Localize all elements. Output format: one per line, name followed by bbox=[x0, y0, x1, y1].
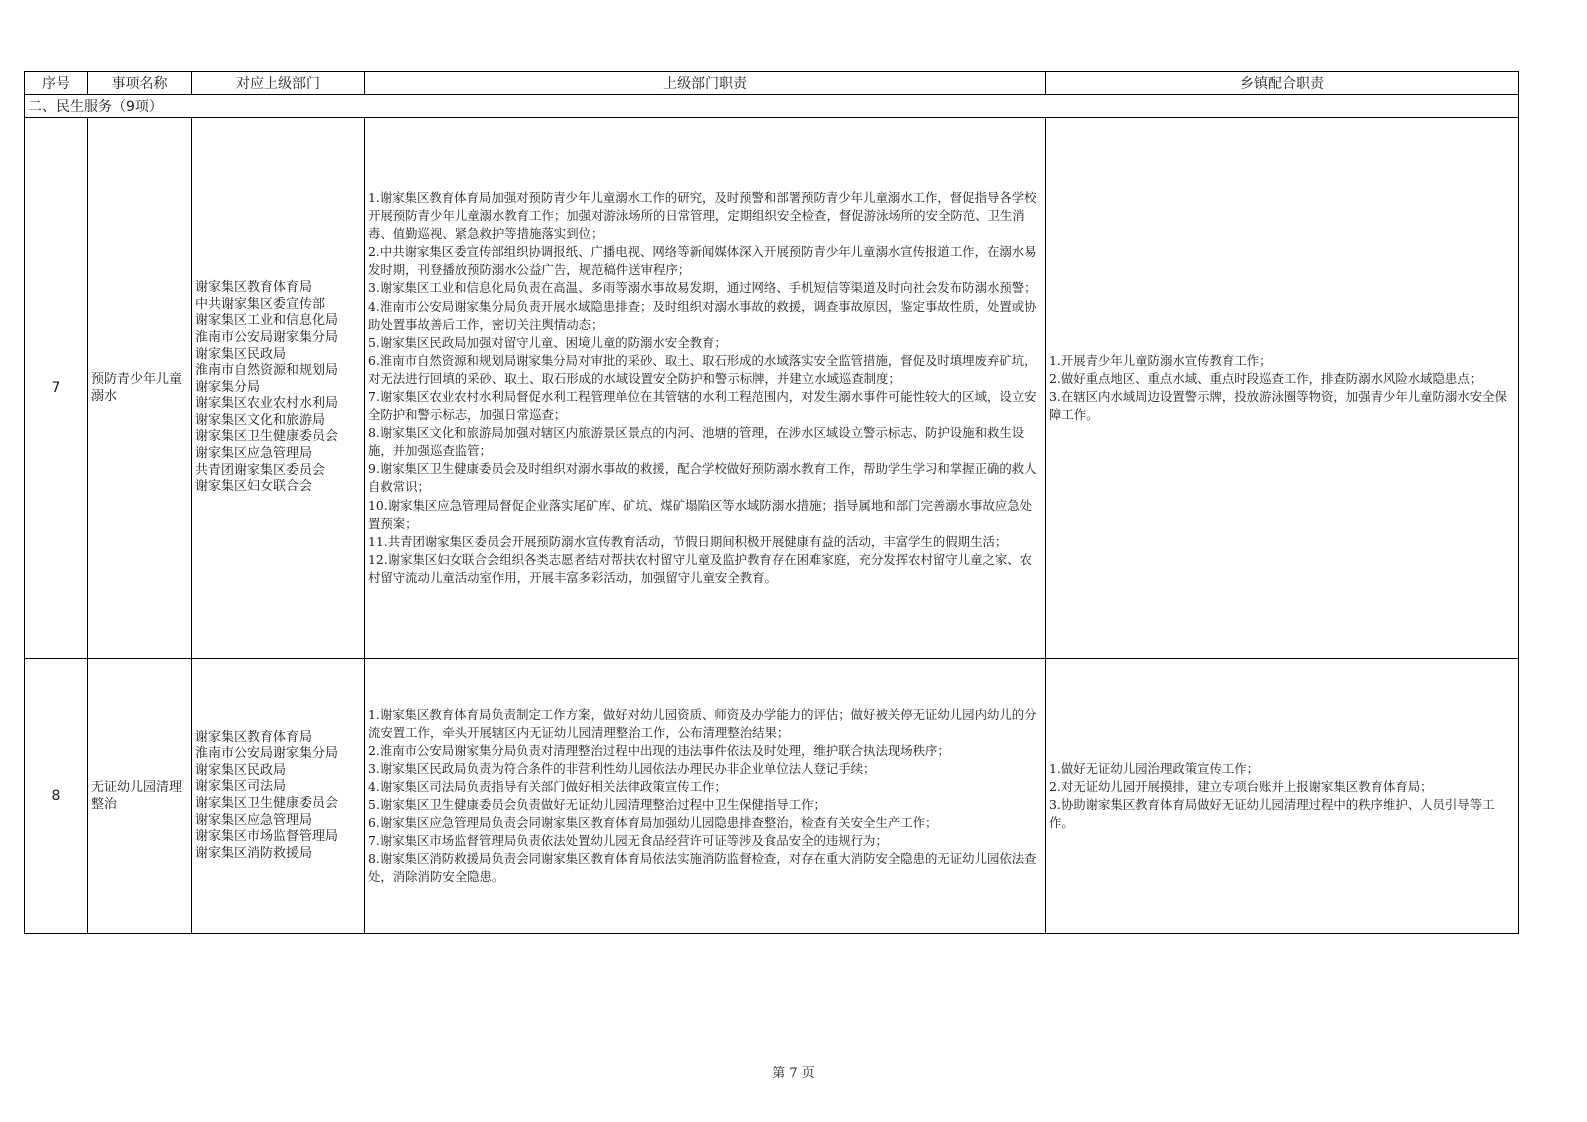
duty-item: 5.谢家集区卫生健康委员会负责做好无证幼儿园清理整治过程中卫生保健指导工作； bbox=[368, 797, 826, 812]
dept-item: 谢家集区教育体育局 bbox=[195, 729, 313, 745]
coop-list bbox=[1046, 118, 1519, 659]
coop-item: 2.对无证幼儿园开展摸排，建立专项台账并上报谢家集区教育体育局； bbox=[1049, 778, 1433, 794]
coop-item: 1.开展青少年儿童防溺水宣传教育工作； bbox=[1049, 352, 1272, 368]
duty-item: 5.谢家集区民政局加强对留守儿童、困境儿童的防溺水安全教育； bbox=[368, 334, 727, 350]
section-row bbox=[25, 95, 1519, 118]
dept-list bbox=[192, 659, 365, 934]
coop-item: 2.做好重点地区、重点水域、重点时段巡查工作，排查防溺水风险水域隐患点； bbox=[1049, 370, 1483, 386]
duty-item: 4.谢家集区司法局负责指导有关部门做好相关法律政策宣传工作； bbox=[368, 778, 727, 794]
duty-item: 3.谢家集区工业和信息化局负责在高温、多雨等溺水事故易发期，通过网络、手机短信等渠道及时向社会发布防溺水预警； bbox=[368, 280, 1037, 296]
dept-item: 谢家集区妇女联合会 bbox=[195, 479, 313, 495]
row-number: 8 bbox=[25, 659, 88, 934]
header-no: 序号 bbox=[25, 72, 88, 95]
duty-item: 12.谢家集区妇女联合会组织各类志愿者结对帮扶农村留守儿童及监护教育存在困难家庭，充分发挥农村留守儿童之家、农村留守流动儿童活动室作用，开展丰富多彩活动，加强留守儿童安全教育。 bbox=[368, 551, 1033, 585]
item-name: 预防青少年儿童溺水 bbox=[88, 118, 192, 659]
duty-item: 2.淮南市公安局谢家集分局负责对清理整治过程中出现的违法事件依法及时处理，维护联合执法现场秩序； bbox=[368, 742, 950, 758]
header-coop: 乡镇配合职责 bbox=[1046, 72, 1519, 95]
dept-item: 谢家集区应急管理局 bbox=[195, 446, 313, 462]
dept-item: 谢家集区市场监督管理局 bbox=[195, 829, 339, 845]
duty-list bbox=[365, 659, 1046, 934]
table-row bbox=[25, 659, 1519, 934]
duty-item: 8.谢家集区文化和旅游局加强对辖区内旅游景区景点的内河、池塘的管理，在涉水区域设立警示标志、防护设施和救生设施，并加强巡查监管； bbox=[368, 425, 1025, 459]
duty-item: 6.淮南市自然资源和规划局谢家集分局对审批的采砂、取土、取石形成的水域落实安全监管措施，督促及时填埋废弃矿坑，对无法进行回填的采砂、取土、取石形成的水域设置安全防护和警示标牌，并建立水域巡查制度； bbox=[368, 352, 1037, 386]
duty-item: 1.谢家集区教育体育局负责制定工作方案，做好对幼儿园资质、师资及办学能力的评估；做好被关停无证幼儿园内幼儿的分流安置工作，牵头开展辖区内无证幼儿园清理整治工作，公布清理整治结果； bbox=[368, 706, 1037, 740]
dept-item: 谢家集区教育体育局 bbox=[195, 280, 313, 296]
item-name: 无证幼儿园清理整治 bbox=[88, 659, 192, 934]
dept-item: 淮南市公安局谢家集分局 bbox=[195, 746, 339, 762]
header-name: 事项名称 bbox=[88, 72, 192, 95]
duty-list bbox=[365, 118, 1046, 659]
duty-item: 7.谢家集区农业农村水利局督促水利工程管理单位在其管辖的水利工程范围内，对发生溺水事件可能性较大的区域，设立安全防护和警示标志，加强日常巡查； bbox=[368, 389, 1037, 423]
dept-item: 谢家集区工业和信息化局 bbox=[195, 313, 339, 329]
dept-item: 谢家集区文化和旅游局 bbox=[195, 412, 326, 428]
header-duty: 上级部门职责 bbox=[365, 72, 1046, 95]
coop-item: 1.做好无证幼儿园治理政策宣传工作； bbox=[1049, 760, 1260, 776]
dept-item: 谢家集区卫生健康委员会 bbox=[195, 429, 339, 445]
page-footer: 第 7 页 bbox=[772, 1066, 815, 1081]
section-title: 二、民生服务（9项） bbox=[25, 95, 1519, 118]
duty-item: 4.淮南市公安局谢家集分局负责开展水域隐患排查；及时组织对溺水事故的救援，调查事故原因，鉴定事故性质，处置或协助处置事故善后工作，密切关注舆情动态； bbox=[368, 298, 1037, 332]
table-row bbox=[25, 118, 1519, 659]
header-row bbox=[25, 72, 1519, 95]
duty-item: 1.谢家集区教育体育局加强对预防青少年儿童溺水工作的研究，及时预警和部署预防青少年儿童溺水工作，督促指导各学校开展预防青少年儿童溺水教育工作；加强对游泳场所的日常管理，定期组织安全检查，督促游泳场所的安全防范、卫生消毒、值勤巡视、紧急救护等措施落实到位； bbox=[368, 189, 1037, 242]
duty-item: 7.谢家集区市场监督管理局负责依法处置幼儿园无食品经营许可证等涉及食品安全的违规行为； bbox=[368, 833, 888, 849]
duty-item: 8.谢家集区消防救援局负责会同谢家集区教育体育局依法实施消防监督检查，对存在重大消防安全隐患的无证幼儿园依法查处，消除消防安全隐患。 bbox=[368, 851, 1037, 885]
dept-item: 谢家集区司法局 bbox=[195, 779, 287, 795]
dept-item: 谢家集区消防救援局 bbox=[195, 845, 313, 861]
duty-item: 11.共青团谢家集区委员会开展预防溺水宣传教育活动，节假日期间积极开展健康有益的活动，丰富学生的假期生活； bbox=[368, 533, 1008, 549]
dept-item: 共青团谢家集区委员会 bbox=[195, 462, 326, 478]
dept-item: 中共谢家集区委宣传部 bbox=[195, 296, 326, 312]
dept-item: 谢家集区民政局 bbox=[195, 346, 287, 362]
row-number: 7 bbox=[25, 118, 88, 659]
duty-item: 3.谢家集区民政局负责为符合条件的非营利性幼儿园依法办理民办非企业单位法人登记手续； bbox=[368, 760, 876, 776]
coop-item: 3.在辖区内水域周边设置警示牌，投放游泳圈等物资，加强青少年儿童防溺水安全保障工作。 bbox=[1049, 389, 1507, 423]
duty-item: 6.谢家集区应急管理局负责会同谢家集区教育体育局加强幼儿园隐患排查整治，检查有关安全生产工作； bbox=[368, 815, 938, 831]
dept-item: 淮南市自然资源和规划局 bbox=[195, 363, 339, 379]
dept-item: 谢家集区卫生健康委员会 bbox=[195, 796, 339, 811]
dept-item: 谢家集分局 bbox=[195, 379, 261, 395]
dept-item: 谢家集区农业农村水利局 bbox=[195, 396, 339, 412]
responsibility-table bbox=[24, 71, 1519, 934]
dept-list bbox=[192, 118, 365, 659]
duty-item: 9.谢家集区卫生健康委员会及时组织对溺水事故的救援，配合学校做好预防溺水教育工作，帮助学生学习和掌握正确的救人自救常识； bbox=[368, 461, 1037, 495]
coop-item: 3.协助谢家集区教育体育局做好无证幼儿园清理过程中的秩序维护、人员引导等工作。 bbox=[1049, 797, 1495, 831]
dept-item: 谢家集区应急管理局 bbox=[195, 812, 313, 828]
dept-item: 淮南市公安局谢家集分局 bbox=[195, 329, 339, 345]
dept-item: 谢家集区民政局 bbox=[195, 762, 287, 778]
header-dept: 对应上级部门 bbox=[192, 72, 365, 95]
duty-item: 10.谢家集区应急管理局督促企业落实尾矿库、矿坑、煤矿塌陷区等水域防溺水措施；指导属地和部门完善溺水事故应急处置预案； bbox=[368, 497, 1033, 531]
duty-item: 2.中共谢家集区委宣传部组织协调报纸、广播电视、网络等新闻媒体深入开展预防青少年儿童溺水宣传报道工作，在溺水易发时期，刊登播放预防溺水公益广告，规范稿件送审程序； bbox=[368, 244, 1037, 278]
coop-list bbox=[1046, 659, 1519, 934]
